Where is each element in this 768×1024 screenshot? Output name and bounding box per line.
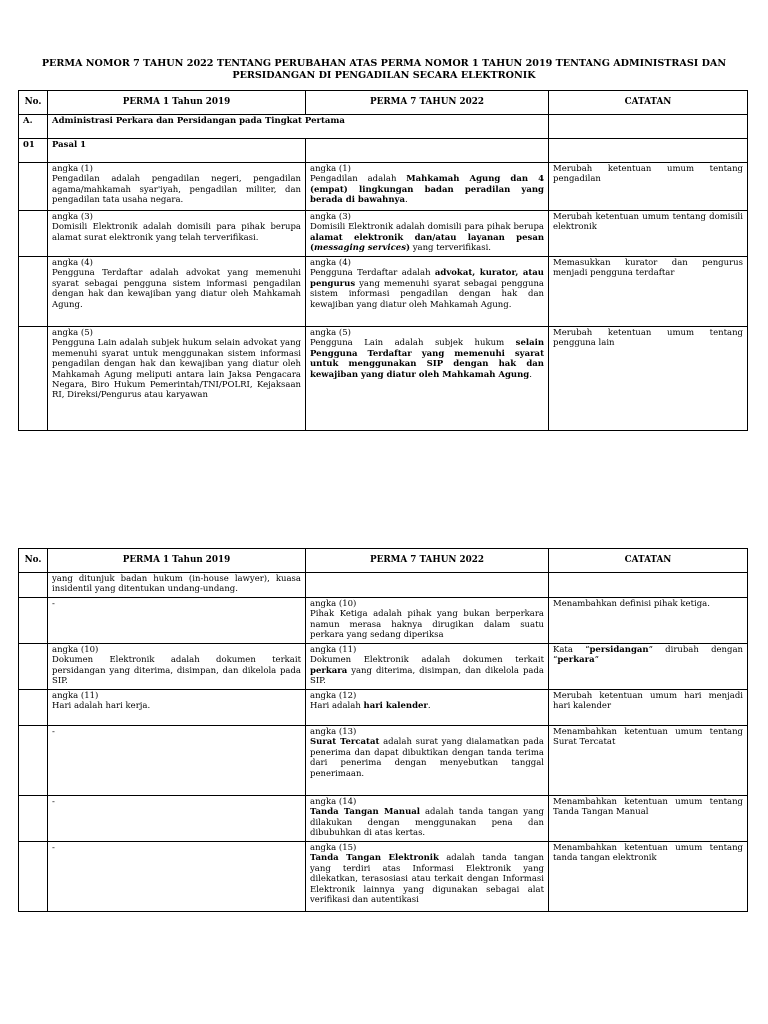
note-bold-new: perkara [557,655,595,666]
note-cell: Merubah ketentuan umum tentang pengadilan [549,163,748,211]
table-header-row [19,91,748,115]
section-label: Administrasi Perkara dan Persidangan pada Tingkat Pertama [48,115,549,139]
new-bold: alamat elektronik dan/atau layanan pesan ( [310,232,544,254]
header-catatan: CATATAN [549,91,748,115]
pasal-label: Pasal 1 [48,139,306,163]
header-no: No. [19,549,48,573]
new-bold: Surat Tercatat [310,737,380,748]
old-head: angka (5) [52,328,93,338]
new-text: Pengadilan adalah [310,174,407,185]
old-cell [48,211,306,257]
note-cell: Merubah ketentuan umum tentang pengguna lain [549,327,748,431]
old-head: angka (1) [52,164,93,174]
header-perma1: PERMA 1 Tahun 2019 [48,549,306,573]
new-head: angka (15) [310,843,357,853]
comparison-table-page2 [18,548,748,912]
note-cell: Kata “persidangan” dirubah dengan “perkara” [549,644,748,690]
note-cell: Merubah ketentuan umum tentang domisili elektronik [549,211,748,257]
new-cell [306,257,549,327]
document-title [40,58,728,82]
table-row [19,211,748,257]
old-head: - [52,599,55,609]
old-head: - [52,797,55,807]
new-cell [306,211,549,257]
document-title-line2: PERSIDANGAN DI PENGADILAN SECARA ELEKTRONIK [232,70,536,81]
new-cell [306,598,549,644]
new-text-end: adalah tanda tangan yang dilakukan dengan menggunakan pena dan dibubuhkan di atas kertas. [310,807,544,839]
new-text: Dokumen Elektronik adalah dokumen terkait [310,655,544,666]
new-bold: perkara [310,665,348,676]
header-no: No. [19,91,48,115]
old-text: Hari adalah hari kerja. [52,701,151,712]
old-cell [48,842,306,912]
section-no: A. [19,115,48,139]
new-head: angka (12) [310,691,357,701]
old-head: angka (10) [52,645,99,655]
old-cell [48,163,306,211]
new-text: Pengguna Terdaftar adalah [310,268,435,279]
new-bold: advokat, kurator, atau pengurus [310,268,544,289]
header-perma7: PERMA 7 TAHUN 2022 [306,91,549,115]
table-header-row [19,549,748,573]
old-text: Domisili Elektronik adalah domisili para pihak berupa alamat surat elektronik yang telah terverifikasi. [52,222,301,243]
new-cell [306,644,549,690]
old-head: - [52,843,55,853]
old-text: Dokumen Elektronik adalah dokumen terkait persidangan yang diterima, disimpan, dan dikelola pada SIP. [52,655,301,687]
table-row [19,598,748,644]
old-text: Pengadilan adalah pengadilan negeri, pengadilan agama/mahkamah syar'iyah, pengadilan militer, dan pengadilan tata usaha negara. [52,174,301,206]
table-row [19,163,748,211]
note-cell: Menambahkan ketentuan umum tentang tanda tangan elektronik [549,842,748,912]
table-row [19,796,748,842]
new-bold: selain Pengguna Terdaftar yang memenuhi syarat untuk menggunakan SIP dengan hak dan kewajiban yang diatur oleh Mahkamah Agung [310,338,544,380]
new-bold: Mahkamah Agung dan 4 (empat) lingkungan badan peradilan yang berada di bawahnya [310,174,544,206]
note-bold-old: persidangan [589,645,649,655]
old-head: angka (3) [52,212,93,222]
new-bold: hari kalender [363,701,428,712]
old-cell [48,598,306,644]
header-perma1: PERMA 1 Tahun 2019 [48,91,306,115]
old-head: angka (11) [52,691,99,701]
new-text: Pihak Ketiga adalah pihak yang bukan berperkara namun merasa haknya dirugikan dalam suatu perkara yang sedang diperiksa [310,609,544,641]
section-row [19,115,748,139]
new-cell [306,796,549,842]
table-row [19,327,748,431]
old-cell [48,796,306,842]
note-cell: Menambahkan ketentuan umum tentang Tanda Tangan Manual [549,796,748,842]
note-cell: Menambahkan ketentuan umum tentang Surat Tercatat [549,726,748,796]
new-head: angka (13) [310,727,357,737]
new-text-end: . [404,195,408,206]
comparison-table-page1 [18,90,748,431]
new-text-end: yang terverifikasi. [410,243,491,254]
new-text-end: . [529,369,532,380]
old-text: Pengguna Lain adalah subjek hukum selain advokat yang memenuhi syarat untuk menggunakan sistem informasi pengadilan dengan hak dan kewajiban yang diatur oleh Mahkamah Agung meliputi antara lain Jaksa Pengacara Negara, Biro Hukum Pemerintah/TNI/POLRI, Kejaksaan RI, Direksi/Pengurus atau karyawan [52,338,301,401]
table-row [19,690,748,726]
new-bold: Tanda Tangan Elektronik [310,853,439,864]
old-head: - [52,727,55,737]
new-cell [306,163,549,211]
header-catatan: CATATAN [549,549,748,573]
new-text-end: adalah tanda tangan yang terdiri atas Informasi Elektronik yang dilekatkan, terasosiasi atau terkait dengan Informasi Elektronik lainnya yang digunakan sebagai alat verifikasi dan autentikasi [310,853,544,906]
note-cell: Menambahkan definisi pihak ketiga. [549,598,748,644]
pasal-no: 01 [19,139,48,163]
table-row [19,573,748,598]
new-head: angka (10) [310,599,357,609]
new-bold-2: ) [405,243,411,254]
old-cell-continued: yang ditunjuk badan hukum (in-house lawyer), kuasa insidentil yang ditentukan undang-undang. [48,573,306,598]
new-head: angka (11) [310,645,357,655]
old-text: Pengguna Terdaftar adalah advokat yang memenuhi syarat sebagai pengguna sistem informasi pengadilan dengan hak dan kewajiban yang diatur oleh Mahkamah Agung. [52,268,301,310]
new-text: Domisili Elektronik adalah domisili para pihak berupa [310,222,544,233]
new-cell [306,327,549,431]
new-cell [306,690,549,726]
new-bold: Tanda Tangan Manual [310,807,420,818]
new-head: angka (5) [310,328,351,338]
old-cell [48,257,306,327]
header-perma7: PERMA 7 TAHUN 2022 [306,549,549,573]
note-cell: Merubah ketentuan umum hari menjadi hari kalender [549,690,748,726]
old-cell [48,327,306,431]
new-text-end: yang memenuhi syarat sebagai pengguna sistem informasi pengadilan dengan hak dan kewajiban yang diatur oleh Mahkamah Agung. [310,278,544,310]
pasal-row [19,139,748,163]
new-text-end: adalah surat yang dialamatkan pada penerima dan dapat dibuktikan dengan tanda terima dari penerima dengan menyebutkan tanggal penerimaan. [310,737,544,779]
old-head: angka (4) [52,258,93,268]
new-cell [306,842,549,912]
table-row [19,644,748,690]
table-row [19,257,748,327]
new-text: Pengguna Lain adalah subjek hukum [310,338,516,349]
table-row [19,842,748,912]
new-text-end: yang diterima, disimpan, dan dikelola pada SIP. [310,665,544,687]
old-cell [48,644,306,690]
new-text: Hari adalah [310,701,364,712]
table-row [19,726,748,796]
new-head: angka (4) [310,258,351,268]
old-cell [48,726,306,796]
new-head: angka (1) [310,164,351,174]
new-bold-italic: messaging services [314,243,406,254]
new-head: angka (14) [310,797,357,807]
note-cell: Memasukkan kurator dan pengurus menjadi pengguna terdaftar [549,257,748,327]
new-head: angka (3) [310,212,351,222]
document-title-line1: PERMA NOMOR 7 TAHUN 2022 TENTANG PERUBAHAN ATAS PERMA NOMOR 1 TAHUN 2019 TENTANG ADMINISTRASI DAN [41,58,727,69]
old-cell [48,690,306,726]
new-cell [306,726,549,796]
new-text-end: . [427,701,431,712]
